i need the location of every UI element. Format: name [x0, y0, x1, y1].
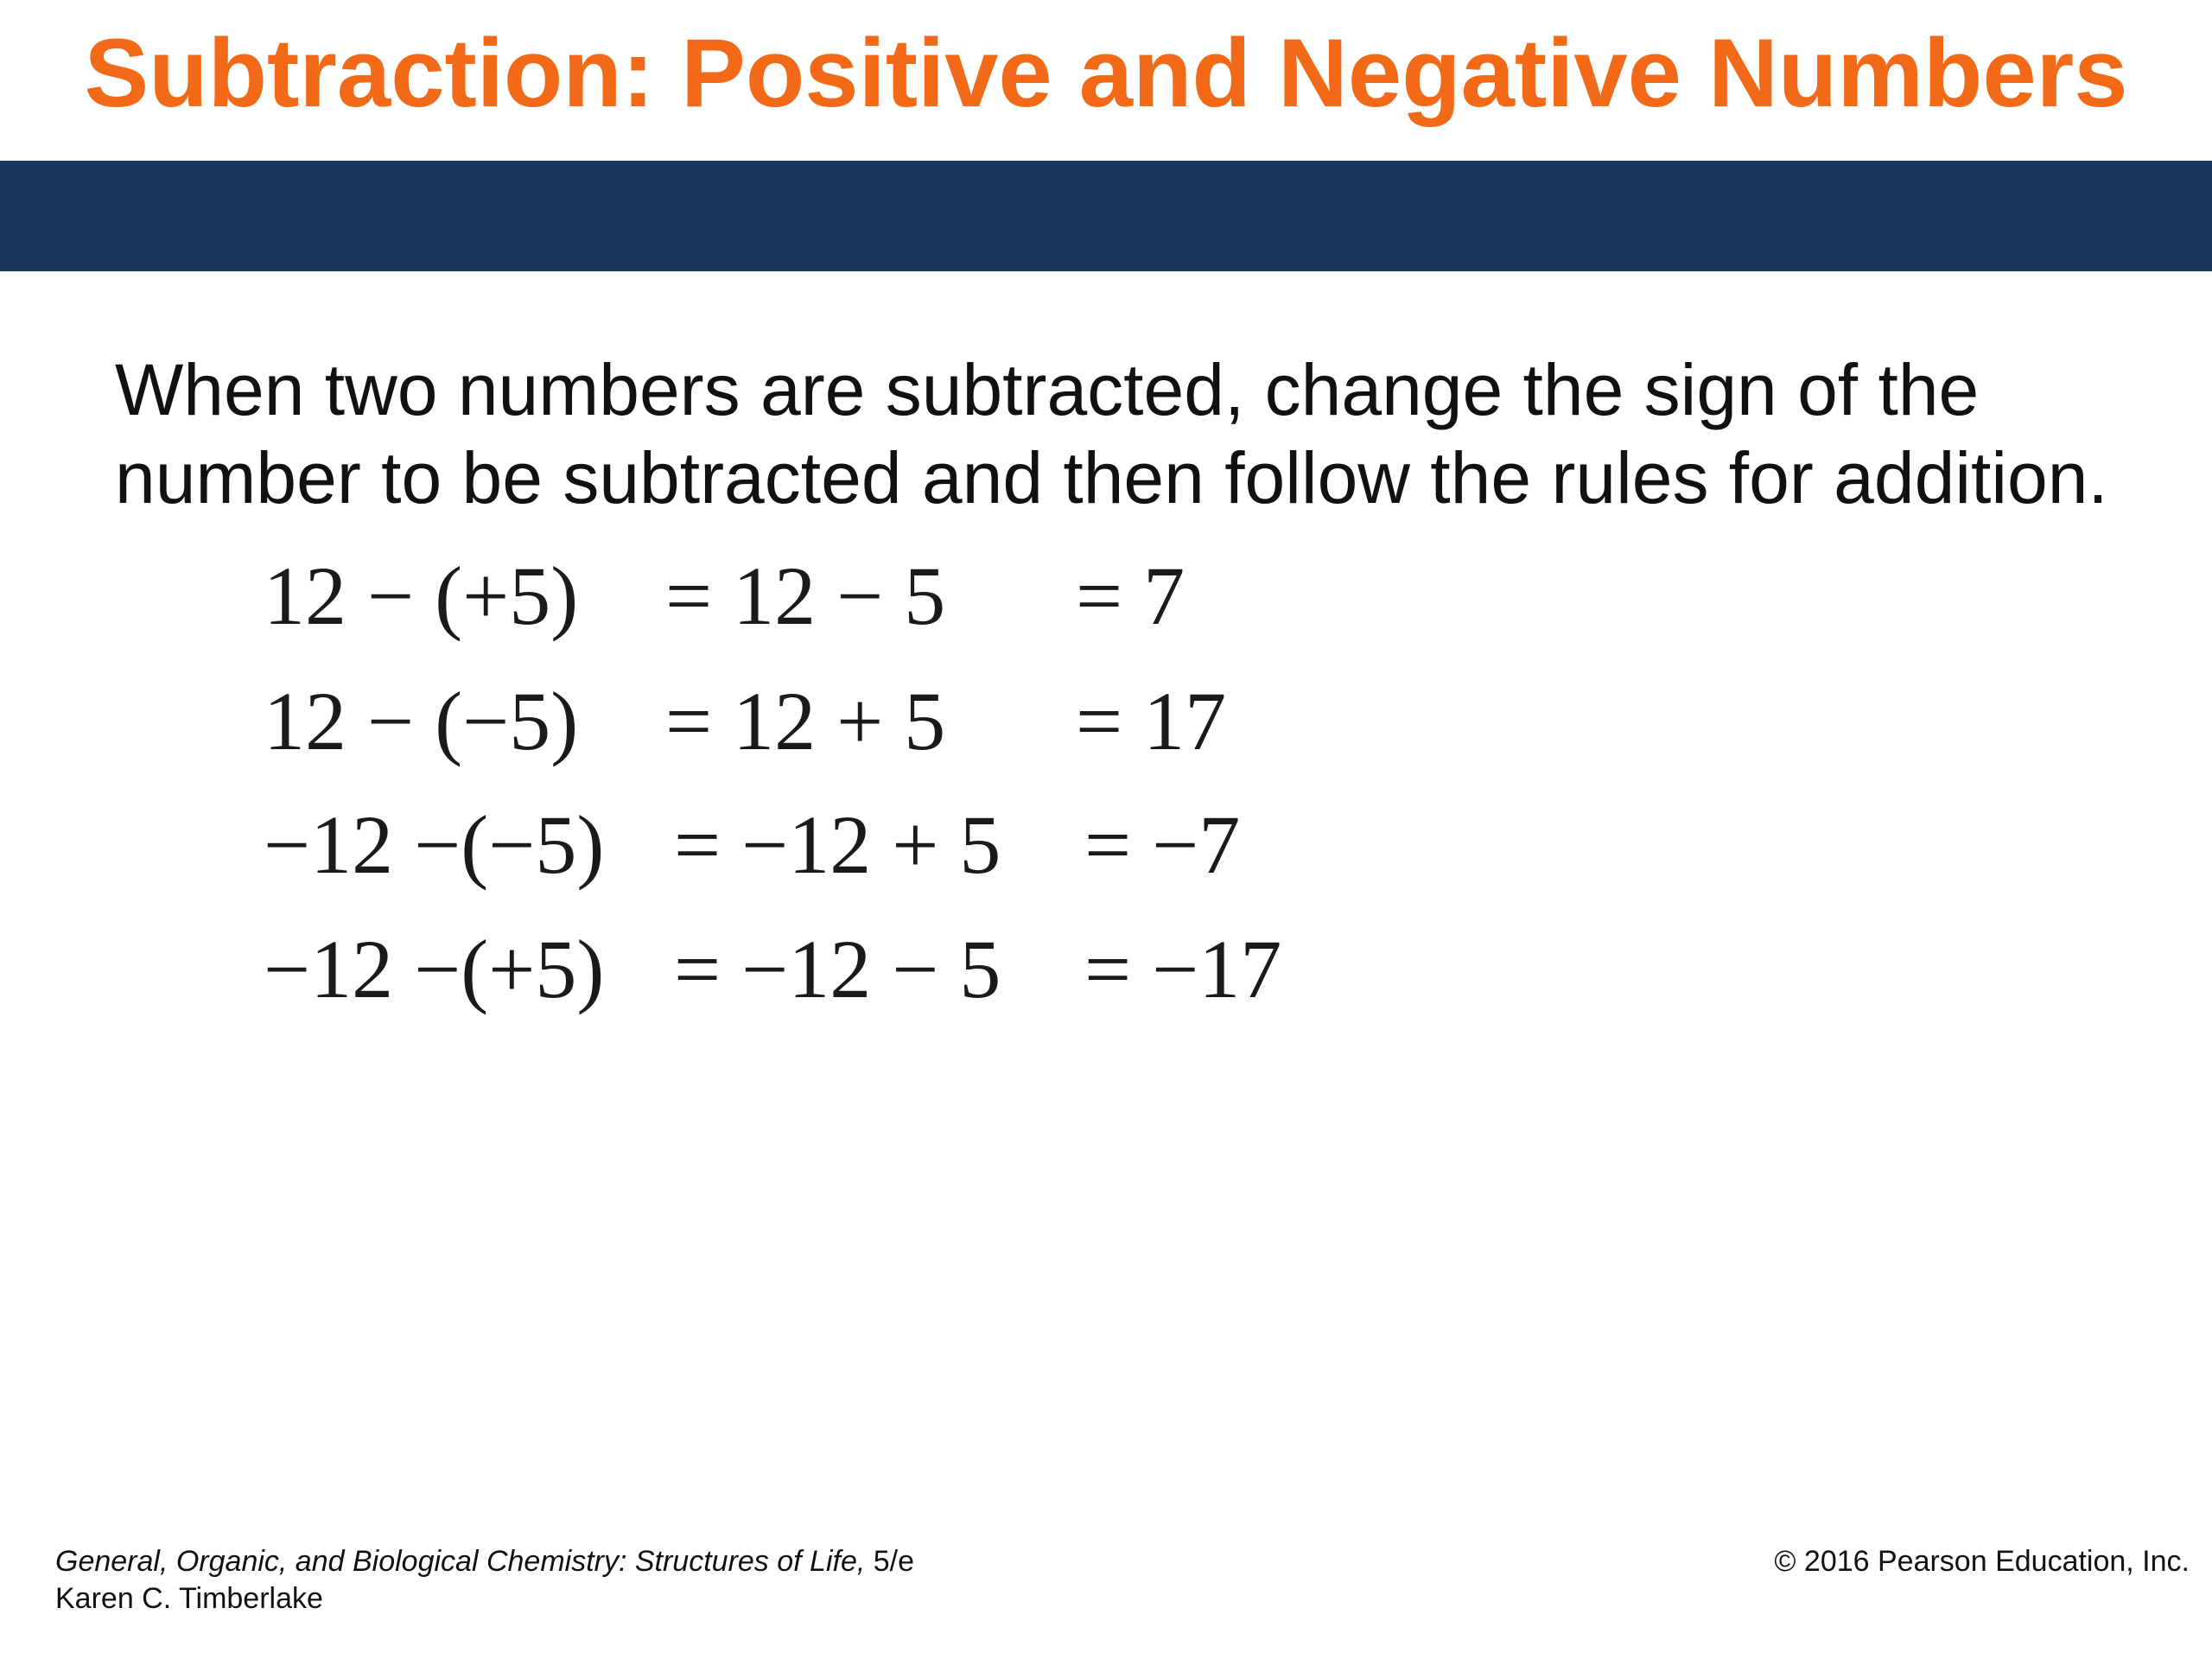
- equation-result: = −17: [1084, 923, 1282, 1015]
- equation-step: = 12 − 5: [665, 550, 946, 642]
- rule-text-line-2: number to be subtracted and then follow the rules for addition.: [115, 437, 2108, 518]
- equation-result: = 17: [1076, 675, 1227, 767]
- equation-step: = −12 − 5: [674, 923, 1001, 1015]
- footer-citation: [55, 1543, 914, 1618]
- equation-step: = 12 + 5: [665, 675, 946, 767]
- rule-text: [115, 346, 2171, 522]
- equation-lhs: −12 −(−5): [264, 798, 605, 891]
- slide-title: Subtraction: Positive and Negative Numbers: [84, 19, 2128, 127]
- footer-edition: 5/e: [865, 1545, 915, 1578]
- footer-author: Karen C. Timberlake: [55, 1582, 323, 1615]
- equation-lhs: −12 −(+5): [264, 923, 605, 1015]
- equation-result: = 7: [1076, 550, 1185, 642]
- equation-result: = −7: [1084, 798, 1241, 891]
- footer-copyright: © 2016 Pearson Education, Inc.: [1774, 1545, 2190, 1578]
- title-divider-bar: [0, 161, 2212, 271]
- equation-lhs: 12 − (−5): [264, 675, 579, 767]
- footer-book-title: General, Organic, and Biological Chemistry: Structures of Life,: [55, 1545, 866, 1578]
- equation-lhs: 12 − (+5): [264, 550, 579, 642]
- equation-step: = −12 + 5: [674, 798, 1001, 891]
- rule-text-line-1: When two numbers are subtracted, change the sign of the: [115, 349, 1980, 430]
